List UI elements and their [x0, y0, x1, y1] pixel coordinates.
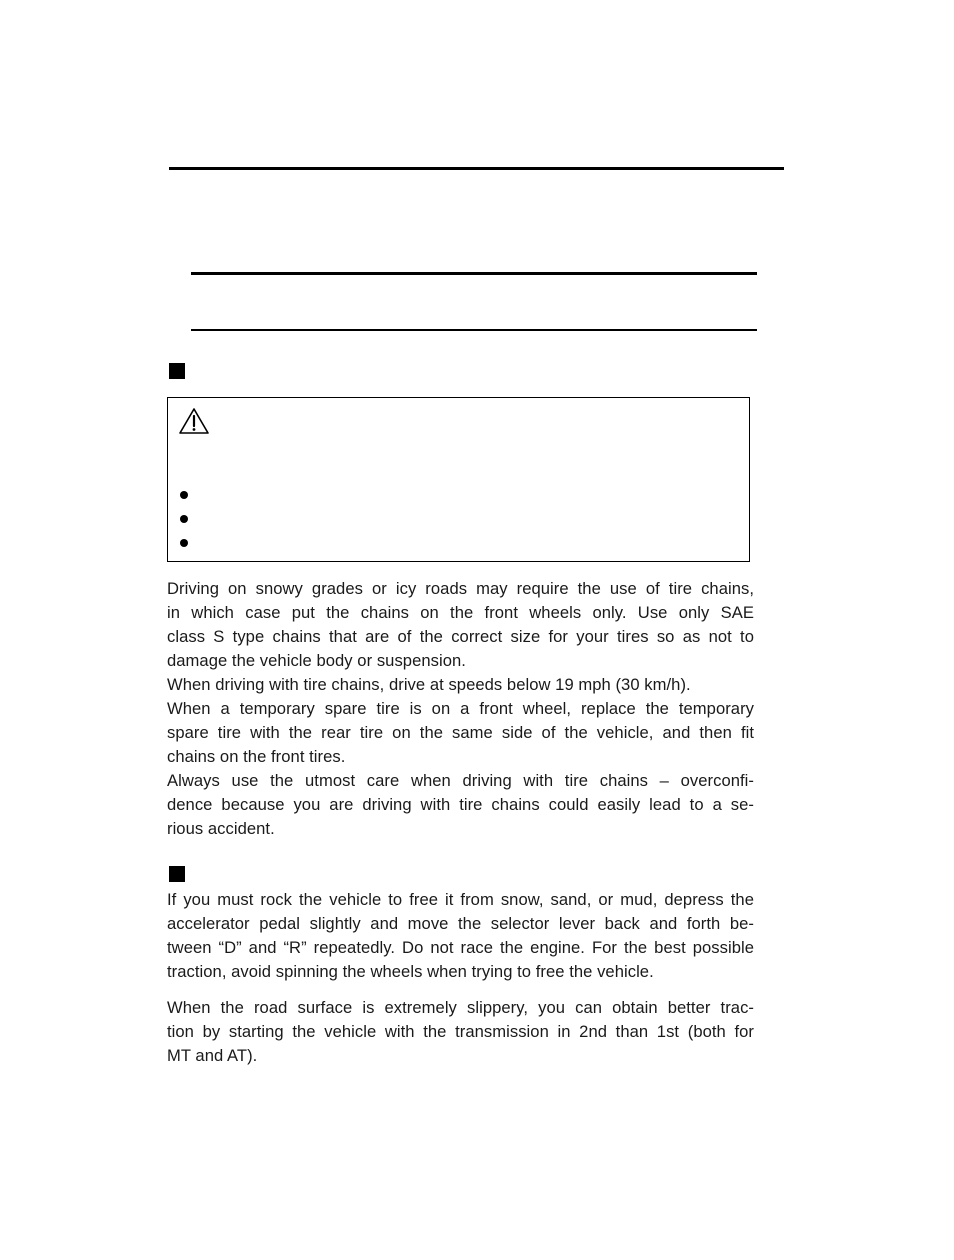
text-line: When the road surface is extremely slippery, you can obtain better trac-: [167, 998, 754, 1017]
text-line: rious accident.: [167, 819, 275, 838]
text-line: chains on the front tires.: [167, 747, 346, 766]
text-line: accelerator pedal slightly and move the selector lever back and forth be-: [167, 914, 754, 933]
text-line: Driving on snowy grades or icy roads may require the use of tire chains,: [167, 579, 754, 598]
text-line: When driving with tire chains, drive at speeds below 19 mph (30 km/h).: [167, 675, 691, 694]
text-line: If you must rock the vehicle to free it from snow, sand, or mud, depress the: [167, 890, 754, 909]
rocking-paragraph: [167, 888, 754, 984]
text-line: tion by starting the vehicle with the transmission in 2nd than 1st (both for: [167, 1022, 754, 1041]
text-line: MT and AT).: [167, 1046, 258, 1065]
text-line: dence because you are driving with tire chains could easily lead to a se-: [167, 795, 754, 814]
header-rule: [169, 167, 784, 170]
warning-triangle-icon: [178, 407, 210, 435]
text-line: When a temporary spare tire is on a front wheel, replace the temporary: [167, 699, 754, 718]
warning-bullet: [180, 539, 188, 547]
section-marker-tire-chains: [169, 363, 185, 379]
text-line: Always use the utmost care when driving with tire chains – overconfi-: [167, 771, 754, 790]
text-line: spare tire with the rear tire on the same side of the vehicle, and then fit: [167, 723, 754, 742]
warning-box: [167, 397, 750, 562]
tire-chains-paragraph: [167, 577, 754, 841]
text-line: class S type chains that are of the correct size for your tires so as not to: [167, 627, 754, 646]
section-rule-bottom: [191, 329, 757, 331]
section-rule-top: [191, 272, 757, 275]
text-line: tween “D” and “R” repeatedly. Do not race the engine. For the best possible: [167, 938, 754, 957]
text-line: traction, avoid spinning the wheels when trying to free the vehicle.: [167, 962, 654, 981]
text-line: in which case put the chains on the front wheels only. Use only SAE: [167, 603, 754, 622]
text-line: damage the vehicle body or suspension.: [167, 651, 466, 670]
section-marker-rocking: [169, 866, 185, 882]
slippery-paragraph: [167, 996, 754, 1068]
warning-bullet: [180, 491, 188, 499]
warning-bullet: [180, 515, 188, 523]
